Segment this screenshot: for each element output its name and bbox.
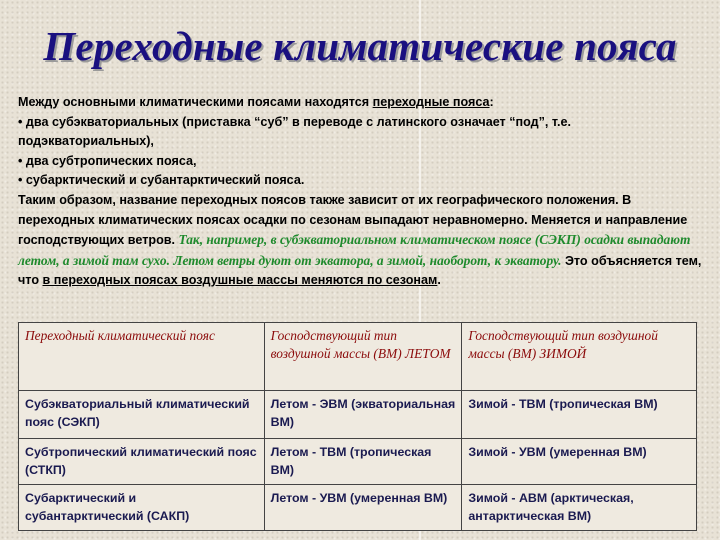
bullet-subequatorial: • два субэкваториальных (приставка “суб” в переводе с латинского означает “под”, т.е. подэкваториальных), bbox=[18, 114, 571, 149]
header-summer-air-mass: Господствующий тип воздушной массы (ВМ) ЛЕТОМ bbox=[264, 323, 462, 391]
zone-cell: Субарктический и субантарктический (САКП) bbox=[19, 485, 265, 531]
summer-cell: Летом - ТВМ (тропическая ВМ) bbox=[264, 439, 462, 485]
explanation-main-text: Таким образом, название переходных поясов также зависит от их географического положения. В переходных климатических поясах осадки по сезонам выпадают неравномерно. Меняется и направление господствующих ветров. bbox=[18, 192, 688, 248]
summer-cell: Летом - УВМ (умеренная ВМ) bbox=[264, 485, 462, 531]
table-row bbox=[19, 391, 697, 439]
bullet-subtropical: • два субтропических пояса, bbox=[18, 153, 197, 168]
explanation-paragraph bbox=[18, 191, 708, 291]
winter-cell: Зимой - АВМ (арктическая, антарктическая ВМ) bbox=[462, 485, 697, 531]
climate-zones-table bbox=[18, 322, 697, 531]
lead-colon: : bbox=[489, 95, 494, 109]
table-header-row bbox=[19, 323, 697, 391]
table-row bbox=[19, 485, 697, 531]
winter-cell: Зимой - ТВМ (тропическая ВМ) bbox=[462, 391, 697, 439]
example-green-text: Так, например, в субэкваториальном климатическом поясе (СЭКП) осадки выпадают летом, а зимой там сухо. Летом ветры дуют от экватора, а зимой, наоборот, к экватору. bbox=[18, 232, 691, 268]
explanation-underlined-conclusion: в переходных поясах воздушные массы меняются по сезонам bbox=[42, 273, 438, 288]
page-title: Переходные климатические пояса bbox=[43, 23, 677, 69]
lead-text: Между основными климатическими поясами находятся bbox=[18, 95, 373, 109]
summer-cell: Летом - ЭВМ (экваториальная ВМ) bbox=[264, 391, 462, 439]
intro-text bbox=[18, 93, 708, 291]
header-winter-air-mass: Господствующий тип воздушной массы (ВМ) ЗИМОЙ bbox=[462, 323, 697, 391]
zone-cell: Субтропический климатический пояс (СТКП) bbox=[19, 439, 265, 485]
lead-underlined-term: переходные пояса bbox=[372, 95, 490, 109]
table-row bbox=[19, 439, 697, 485]
header-zone: Переходный климатический пояс bbox=[19, 323, 265, 391]
zone-cell: Субэкваториальный климатический пояс (СЭКП) bbox=[19, 391, 265, 439]
intro-lead bbox=[18, 93, 708, 113]
bullet-subarctic: • субарктический и субантарктический пояса. bbox=[18, 173, 305, 188]
explanation-period: . bbox=[437, 273, 441, 288]
explanation-end-text: Это объясняется тем, что bbox=[18, 253, 702, 288]
winter-cell: Зимой - УВМ (умеренная ВМ) bbox=[462, 439, 697, 485]
